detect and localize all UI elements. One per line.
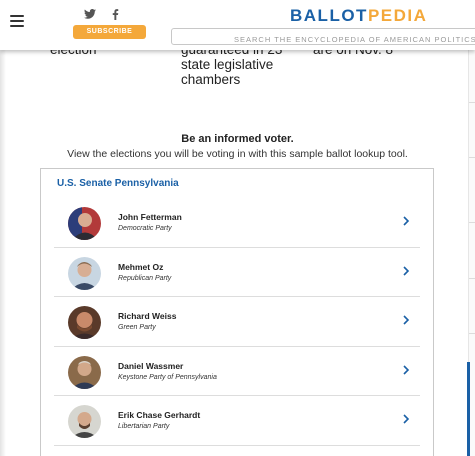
candidate-name: Daniel Wassmer [118, 360, 184, 371]
sample-ballot-widget [40, 168, 434, 456]
chevron-right-icon[interactable] [402, 315, 410, 325]
race-title[interactable]: U.S. Senate Pennsylvania [57, 178, 179, 189]
candidate-name: Richard Weiss [118, 311, 177, 321]
candidate-party: Green Party [118, 324, 156, 331]
chevron-right-icon[interactable] [402, 365, 410, 375]
candidate-list [54, 198, 420, 446]
candidate-row[interactable] [54, 297, 420, 347]
candidate-row[interactable] [54, 347, 420, 397]
search-box [171, 28, 475, 45]
informed-voter-subtitle: View the elections you will be voting in with this sample ballot lookup tool. [67, 148, 408, 160]
candidate-name: Mehmet Oz [118, 261, 164, 272]
logo-ballot-text: BALLOT [290, 6, 368, 25]
ballotpedia-logo[interactable] [290, 6, 427, 26]
candidate-avatar [68, 207, 101, 240]
chevron-right-icon[interactable] [402, 216, 410, 226]
candidate-name: Erik Chase Gerhardt [118, 410, 201, 420]
chevron-right-icon[interactable] [402, 414, 410, 424]
logo-pedia-text: PEDIA [367, 6, 428, 25]
stat-col-2-line-3: chambers [181, 72, 241, 87]
subscribe-button[interactable]: SUBSCRIBE [73, 25, 146, 39]
candidate-avatar [68, 306, 101, 339]
candidate-row[interactable] [54, 248, 420, 298]
left-edge-shadow [0, 50, 6, 456]
candidate-name: John Fetterman [118, 212, 182, 222]
candidate-avatar [68, 356, 101, 389]
chevron-right-icon[interactable] [402, 266, 410, 276]
hamburger-menu-icon[interactable] [10, 15, 24, 29]
candidate-avatar [68, 405, 101, 438]
site-header [0, 0, 475, 50]
candidate-row[interactable] [54, 396, 420, 446]
social-links [84, 9, 124, 23]
twitter-icon[interactable] [84, 9, 96, 19]
scroll-indicator[interactable] [467, 362, 470, 456]
candidate-avatar [68, 257, 101, 290]
stat-col-2-line-2: state legislative [181, 57, 274, 72]
candidate-row[interactable] [54, 198, 420, 248]
facebook-icon[interactable] [112, 9, 119, 20]
candidate-party: Republican Party [118, 274, 172, 282]
candidate-party: Keystone Party of Pennsylvania [118, 373, 217, 381]
search-input[interactable] [172, 32, 475, 47]
informed-voter-heading: Be an informed voter. [181, 133, 294, 145]
candidate-party: Libertarian Party [118, 423, 170, 430]
candidate-party: Democratic Party [118, 225, 172, 232]
